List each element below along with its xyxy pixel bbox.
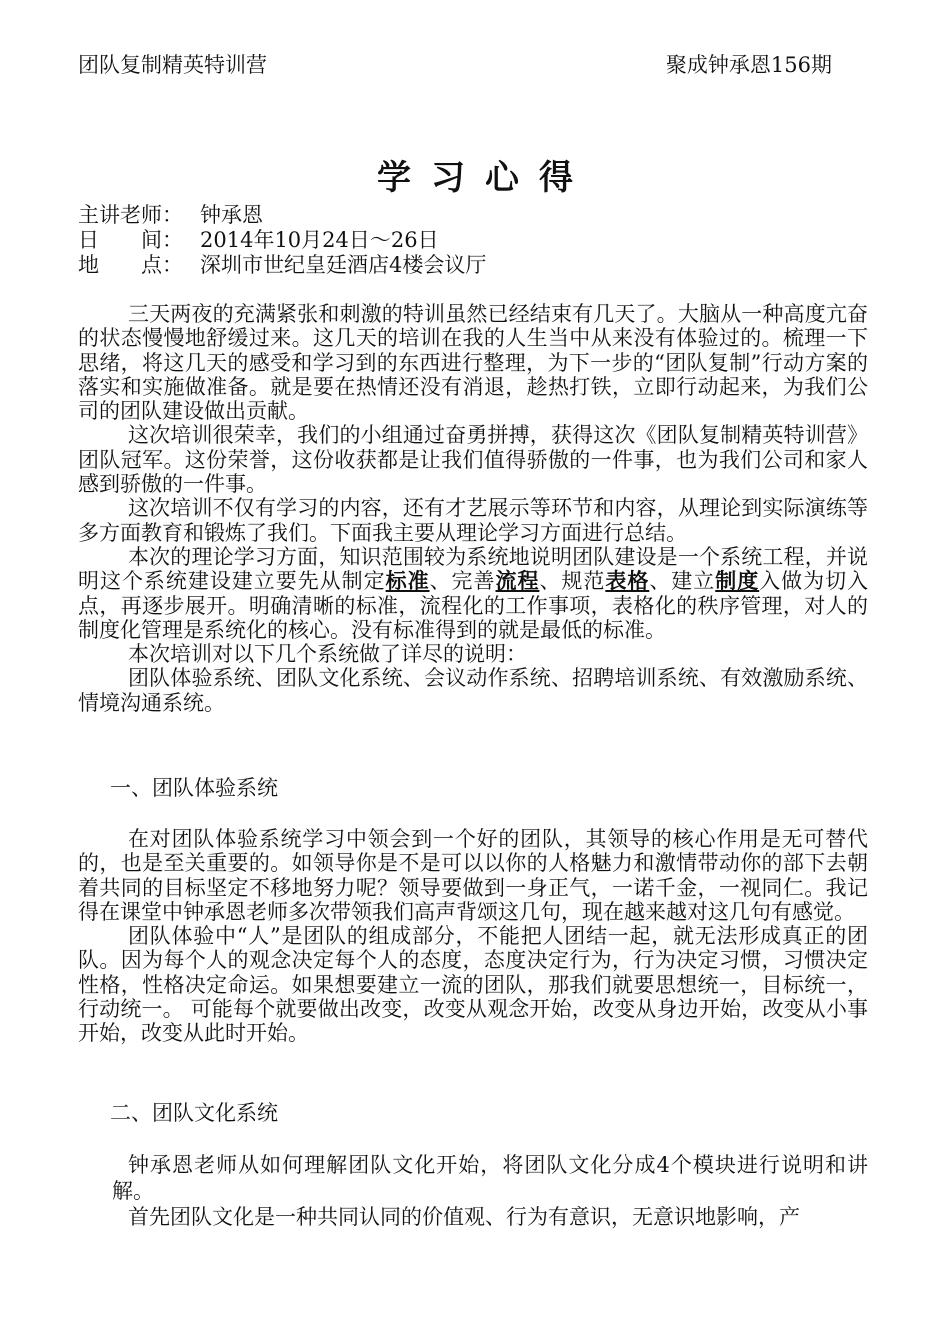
paragraph: 首先团队文化是一种共同认同的价值观、行为有意识，无意识地影响，产 bbox=[128, 1205, 800, 1229]
keyword-standard: 标准 bbox=[385, 568, 430, 594]
paragraph: 本次培训对以下几个系统做了详尽的说明： bbox=[128, 642, 527, 667]
meta-place-row bbox=[78, 253, 868, 278]
text-run: 入做为切入点，再逐步展开。明确清晰的标准，流程化的工作事项，表格化的秩序管理，对人的制度化管理是系统化的核心。没有标准得到的就是最低的标准。 bbox=[78, 569, 869, 642]
meta-block bbox=[78, 203, 868, 278]
text-run: 本次的理论学习方面，知识范围较为系统地说明团队建设是一个系统工程，并说明这个系统建设建立要先从制定 bbox=[78, 544, 868, 594]
section-heading-team-experience: 一、团队体验系统 bbox=[110, 776, 278, 800]
meta-date-value: 2014年10月24日～26日 bbox=[200, 228, 439, 252]
keyword-system: 制度 bbox=[715, 568, 760, 594]
page-header bbox=[78, 50, 832, 80]
text-run: 、规范 bbox=[539, 569, 606, 594]
keyword-form: 表格 bbox=[605, 568, 650, 594]
meta-teacher-value: 钟承恩 bbox=[200, 203, 263, 227]
text-run: 、建立 bbox=[649, 569, 716, 594]
paragraph: 这次培训很荣幸，我们的小组通过奋勇拼搏，获得这次《团队复制精英特训营》团队冠军。这份荣誉，这份收获都是让我们值得骄傲的一件事，也为我们公司和家人感到骄傲的一件事。 bbox=[78, 423, 868, 497]
paragraph-system-list: 团队体验系统、团队文化系统、会议动作系统、招聘培训系统、有效激励系统、情境沟通系统。 bbox=[78, 666, 868, 715]
section-team-culture bbox=[112, 1152, 868, 1230]
section-heading-team-culture: 二、团队文化系统 bbox=[110, 1101, 278, 1125]
paragraph: 团队体验中“人”是团队的组成部分，不能把人团结一起，就无法形成真正的团队。因为每个人的观念决定每个人的态度，态度决定行为，行为决定习惯，习惯决定性格，性格决定命运。如果想要建立一流的团队，那我们就要思想统一，目标统一，行动统一。 可能每个就要做出改变，改变从观念开始，改变从身边开始，改变从小事开始，改变从此时开始。 bbox=[78, 924, 868, 1046]
paragraph: 三天两夜的充满紧张和刺激的特训虽然已经结束有几天了。大脑从一种高度亢奋的状态慢慢地舒缓过来。这几天的培训在我的人生当中从来没有体验过的。梳理一下思绪，将这几天的感受和学习到的东西进行整理，为下一步的“团队复制”行动方案的落实和实施做准备。就是要在热情还没有消退，趁热打铁，立即行动起来，为我们公司的团队建设做出贡献。 bbox=[78, 302, 868, 424]
meta-place-label: 地 点： bbox=[78, 253, 183, 277]
header-course-name: 团队复制精英特训营 bbox=[78, 53, 267, 77]
document-title: 学习心得 bbox=[377, 158, 593, 198]
paragraph: 在对团队体验系统学习中领会到一个好的团队，其领导的核心作用是无可替代的，也是至关重要的。如领导你是不是可以以你的人格魅力和激情带动你的部下去朝着共同的目标坚定不移地努力呢？领导要做到一身正气，一诺千金，一视同仁。我记得在课堂中钟承恩老师多次带领我们高声背颂这几句，现在越来越对这几句有感觉。 bbox=[78, 827, 868, 924]
meta-teacher-label: 主讲老师： bbox=[78, 203, 183, 227]
keyword-process: 流程 bbox=[495, 568, 540, 594]
paragraph-key-points bbox=[78, 545, 868, 642]
meta-place-value: 深圳市世纪皇廷酒店4楼会议厅 bbox=[200, 253, 487, 277]
paragraph: 这次培训不仅有学习的内容，还有才艺展示等环节和内容，从理论到实际演练等多方面教育和锻炼了我们。下面我主要从理论学习方面进行总结。 bbox=[78, 496, 868, 545]
meta-date-label: 日 间： bbox=[78, 228, 183, 252]
meta-teacher-row bbox=[78, 203, 868, 228]
text-run: 、完善 bbox=[429, 569, 496, 594]
header-session-number: 聚成钟承恩156期 bbox=[665, 53, 832, 77]
paragraph: 钟承恩老师从如何理解团队文化开始，将团队文化分成4个模块进行说明和讲解。 bbox=[112, 1153, 868, 1203]
intro-section bbox=[78, 302, 868, 715]
meta-date-row bbox=[78, 228, 868, 253]
section-team-experience bbox=[78, 827, 868, 1046]
